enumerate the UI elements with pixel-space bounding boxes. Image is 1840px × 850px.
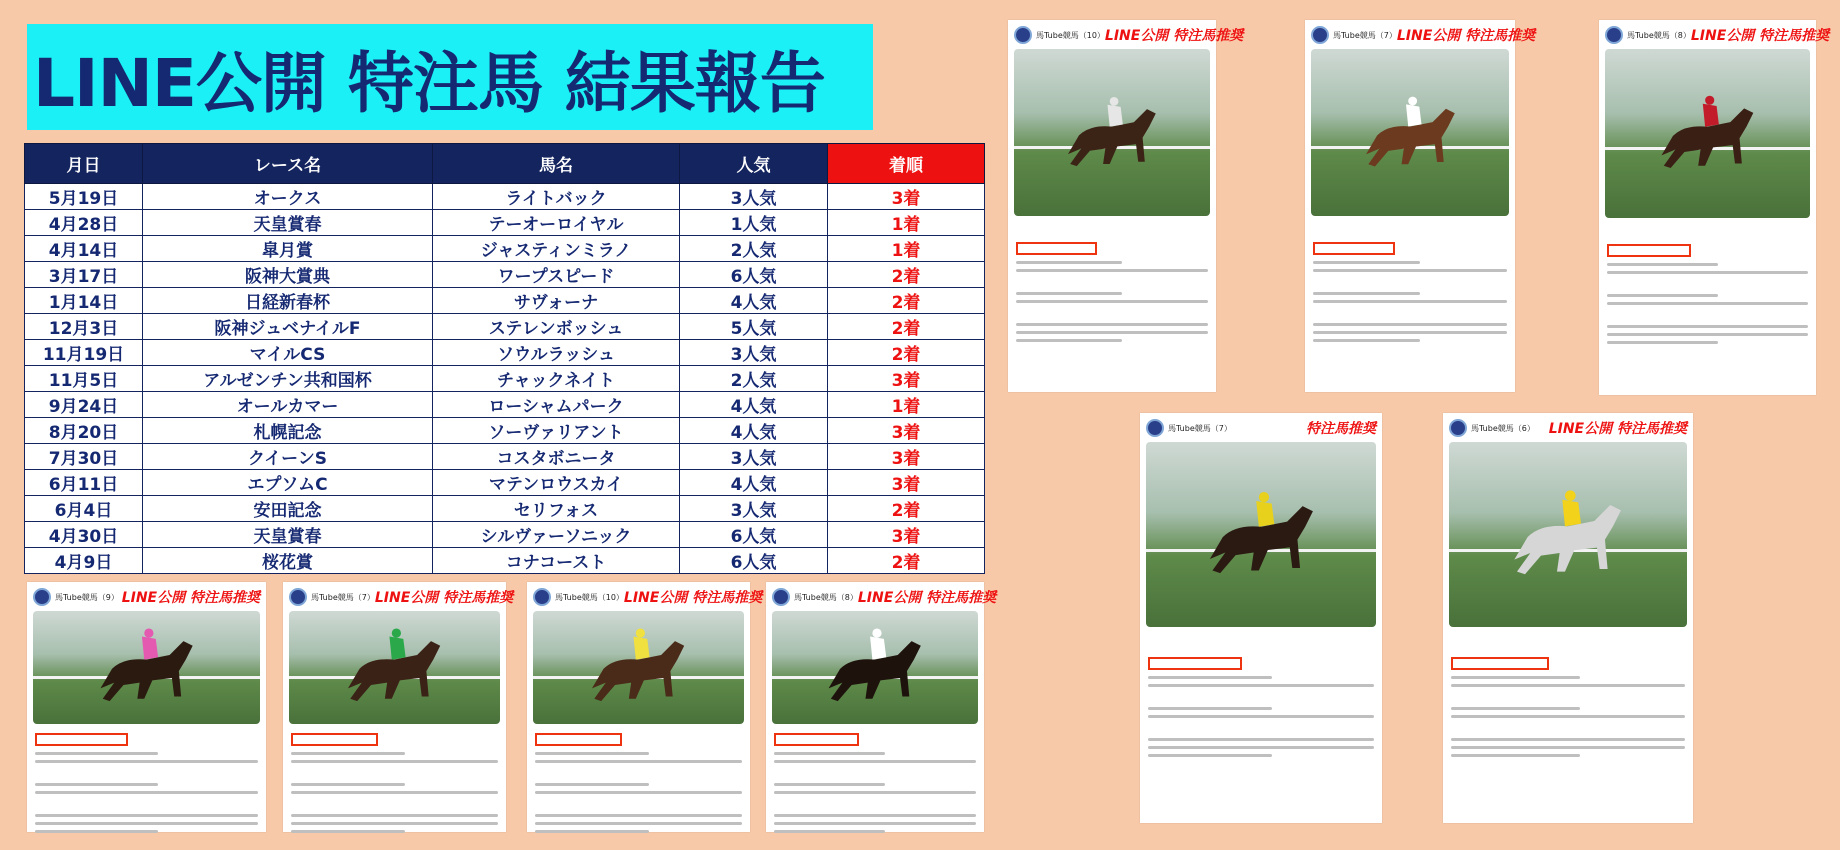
cell-popularity: 5人気 [680,314,828,340]
cell-rank: 2着 [828,340,985,366]
header-rank: 着順 [828,144,985,184]
result-card [27,582,266,832]
cell-horse: サヴォーナ [433,288,680,314]
cell-race: 札幌記念 [143,418,433,444]
table-row [25,548,985,574]
cell-rank: 1着 [828,392,985,418]
card-header [1305,20,1536,46]
channel-logo-icon [533,588,551,606]
cell-popularity: 6人気 [680,548,828,574]
cell-rank: 1着 [828,210,985,236]
cell-popularity: 6人気 [680,262,828,288]
cell-horse: ジャスティンミラノ [433,236,680,262]
cell-horse: マテンロウスカイ [433,470,680,496]
cell-race: エプソムC [143,470,433,496]
result-card [283,582,514,832]
result-card [1140,413,1382,823]
race-photo [1311,49,1509,216]
pick-highlight-box [1313,242,1395,255]
result-card [766,582,997,832]
card-source: 馬Tube競馬（8） [1627,30,1691,40]
pick-highlight-box [1607,244,1691,257]
pick-highlight-box [1451,657,1549,670]
cell-horse: セリフォス [433,496,680,522]
cell-date: 4月28日 [25,210,143,236]
cell-popularity: 4人気 [680,470,828,496]
card-title: LINE公開 特注馬推奨 [121,590,260,606]
race-photo [1014,49,1210,216]
cell-date: 11月19日 [25,340,143,366]
cell-date: 12月3日 [25,314,143,340]
card-text-block [1016,236,1208,384]
cell-popularity: 1人気 [680,210,828,236]
cell-horse: ローシャムパーク [433,392,680,418]
card-title: LINE公開 特注馬推奨 [1548,421,1687,437]
card-source: 馬Tube競馬（6） [1471,423,1535,433]
cell-race: マイルCS [143,340,433,366]
cell-race: 皐月賞 [143,236,433,262]
table-row [25,314,985,340]
channel-logo-icon [1146,419,1164,437]
cell-popularity: 2人気 [680,366,828,392]
cell-race: オークス [143,184,433,210]
card-title: LINE公開 特注馬推奨 [1104,28,1244,44]
cell-rank: 3着 [828,470,985,496]
table-row [25,496,985,522]
cell-popularity: 3人気 [680,496,828,522]
result-card [527,582,763,832]
cell-date: 3月17日 [25,262,143,288]
cell-rank: 2着 [828,548,985,574]
card-text-block [535,727,742,824]
channel-logo-icon [1014,26,1032,44]
card-header [1008,20,1244,46]
cell-rank: 1着 [828,236,985,262]
table-row [25,184,985,210]
header-horse: 馬名 [433,144,680,184]
cell-horse: ソーヴァリアント [433,418,680,444]
pick-highlight-box [291,733,378,746]
cell-race: 阪神大賞典 [143,262,433,288]
cell-date: 4月9日 [25,548,143,574]
cell-race: アルゼンチン共和国杯 [143,366,433,392]
cell-date: 5月19日 [25,184,143,210]
cell-rank: 2着 [828,288,985,314]
card-source: 馬Tube競馬（7） [1168,423,1232,433]
header-race: レース名 [143,144,433,184]
cell-date: 9月24日 [25,392,143,418]
card-header [1443,413,1693,439]
cell-rank: 2着 [828,314,985,340]
card-title: LINE公開 特注馬推奨 [623,590,763,606]
result-card [1599,20,1830,395]
channel-logo-icon [1311,26,1329,44]
cell-horse: シルヴァーソニック [433,522,680,548]
cell-date: 4月14日 [25,236,143,262]
cell-race: 阪神ジュベナイルF [143,314,433,340]
card-header [27,582,266,608]
card-header [527,582,763,608]
cell-rank: 3着 [828,418,985,444]
channel-logo-icon [289,588,307,606]
cell-date: 7月30日 [25,444,143,470]
table-header-row [25,144,985,184]
racehorse-icon [1501,464,1634,615]
table-body [25,184,985,574]
card-header [1140,413,1382,439]
race-photo [1146,442,1376,627]
cell-race: 桜花賞 [143,548,433,574]
card-text-block [1313,236,1507,384]
cell-rank: 3着 [828,184,985,210]
card-source: 馬Tube競馬（10） [1036,30,1105,40]
race-photo [289,611,500,724]
race-photo [1449,442,1687,627]
table-row [25,444,985,470]
cell-date: 6月11日 [25,470,143,496]
card-title: 特注馬推奨 [1306,421,1376,437]
cell-popularity: 3人気 [680,444,828,470]
cell-race: 天皇賞春 [143,210,433,236]
cell-popularity: 2人気 [680,236,828,262]
cell-rank: 2着 [828,262,985,288]
table-row [25,210,985,236]
card-title: LINE公開 特注馬推奨 [1690,28,1830,44]
table-row [25,340,985,366]
card-source: 馬Tube競馬（8） [794,592,858,602]
channel-logo-icon [772,588,790,606]
race-photo [772,611,978,724]
card-text-block [774,727,976,824]
table-row [25,236,985,262]
cell-horse: ライトバック [433,184,680,210]
pick-highlight-box [774,733,859,746]
race-photo [33,611,260,724]
cell-race: 安田記念 [143,496,433,522]
cell-race: オールカマー [143,392,433,418]
table-row [25,392,985,418]
card-header [1599,20,1830,46]
cell-popularity: 6人気 [680,522,828,548]
card-text-block [291,727,498,824]
cell-horse: テーオーロイヤル [433,210,680,236]
result-card [1305,20,1536,392]
results-table [24,143,985,574]
card-source: 馬Tube競馬（7） [311,592,375,602]
table-row [25,366,985,392]
card-title: LINE公開 特注馬推奨 [857,590,997,606]
cell-popularity: 4人気 [680,288,828,314]
cell-rank: 3着 [828,444,985,470]
header-popularity: 人気 [680,144,828,184]
card-text-block [35,727,258,824]
table-row [25,262,985,288]
cell-horse: ステレンボッシュ [433,314,680,340]
card-source: 馬Tube競馬（10） [555,592,624,602]
card-source: 馬Tube競馬（9） [55,592,119,602]
cell-popularity: 3人気 [680,184,828,210]
racehorse-icon [335,625,453,717]
cell-popularity: 4人気 [680,392,828,418]
card-title: LINE公開 特注馬推奨 [1396,28,1536,44]
title-banner [27,24,873,130]
pick-highlight-box [1148,657,1242,670]
channel-logo-icon [1449,419,1467,437]
cell-popularity: 4人気 [680,418,828,444]
table-row [25,470,985,496]
cell-horse: コスタボニータ [433,444,680,470]
racehorse-icon [1197,464,1326,615]
card-title: LINE公開 特注馬推奨 [374,590,514,606]
race-photo [533,611,744,724]
pick-highlight-box [535,733,622,746]
pick-highlight-box [1016,242,1097,255]
cell-horse: ワープスピード [433,262,680,288]
cell-rank: 3着 [828,366,985,392]
cell-rank: 2着 [828,496,985,522]
pick-highlight-box [35,733,128,746]
cell-date: 6月4日 [25,496,143,522]
racehorse-icon [817,625,932,717]
racehorse-icon [1355,69,1466,206]
cell-date: 4月30日 [25,522,143,548]
card-source: 馬Tube競馬（7） [1333,30,1397,40]
table-row [25,522,985,548]
cell-date: 11月5日 [25,366,143,392]
table-row [25,418,985,444]
card-text-block [1607,238,1808,388]
card-text-block [1148,651,1374,815]
result-card [1443,413,1693,823]
cell-horse: コナコースト [433,548,680,574]
header-date: 月日 [25,144,143,184]
channel-logo-icon [33,588,51,606]
racehorse-icon [1650,69,1765,207]
cell-date: 1月14日 [25,288,143,314]
banner-title: LINE公開 特注馬 結果報告 [33,44,825,122]
card-header [283,582,514,608]
channel-logo-icon [1605,26,1623,44]
table-row [25,288,985,314]
card-header [766,582,997,608]
cell-race: クイーンS [143,444,433,470]
racehorse-icon [1057,69,1167,206]
result-card [1008,20,1244,392]
cell-date: 8月20日 [25,418,143,444]
cell-popularity: 3人気 [680,340,828,366]
cell-horse: チャックネイト [433,366,680,392]
cell-race: 天皇賞春 [143,522,433,548]
cell-horse: ソウルラッシュ [433,340,680,366]
racehorse-icon [579,625,697,717]
cell-race: 日経新春杯 [143,288,433,314]
cell-rank: 3着 [828,522,985,548]
card-text-block [1451,651,1685,815]
race-photo [1605,49,1810,218]
racehorse-icon [83,625,210,717]
